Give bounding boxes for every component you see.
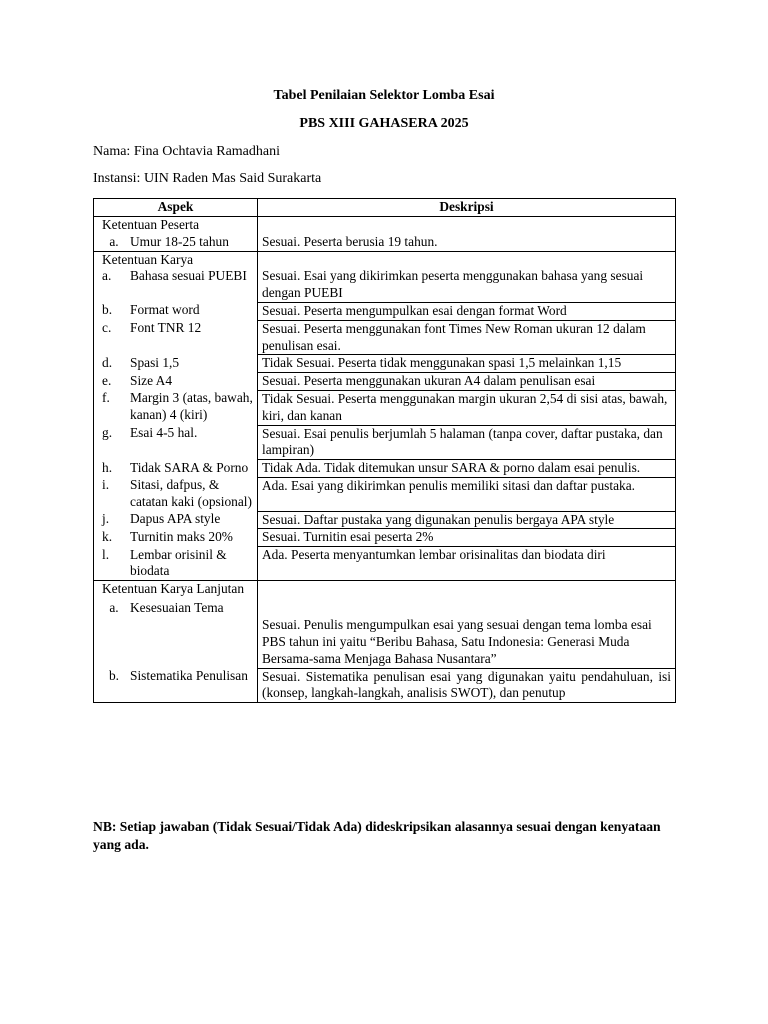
aspek-cell bbox=[94, 581, 258, 668]
item-number: j. bbox=[102, 511, 110, 527]
item-aspek: Font TNR 12 bbox=[130, 320, 202, 336]
aspek-cell bbox=[94, 390, 258, 425]
item-aspek: Bahasa sesuai PUEBI bbox=[130, 268, 247, 284]
section-title-cell bbox=[94, 251, 258, 268]
item-description: Ada. Esai yang dikirimkan penulis memiliki sitasi dan daftar pustaka. bbox=[258, 477, 676, 511]
header-deskripsi: Deskripsi bbox=[258, 199, 676, 217]
table-row bbox=[94, 373, 676, 391]
table-header-row bbox=[94, 199, 676, 217]
item-number: a. bbox=[109, 600, 119, 616]
aspek-cell bbox=[94, 511, 258, 529]
aspek-cell bbox=[94, 216, 258, 251]
item-aspek: Size A4 bbox=[130, 372, 173, 388]
item-aspek: Lembar orisinil & biodata bbox=[130, 546, 227, 579]
description-cell bbox=[258, 251, 676, 268]
item-aspek: Turnitin maks 20% bbox=[130, 528, 233, 544]
section-title: Ketentuan Peserta bbox=[102, 216, 200, 232]
table-row bbox=[94, 302, 676, 320]
item-number: a. bbox=[102, 268, 112, 284]
table-row bbox=[94, 216, 676, 251]
aspek-cell bbox=[94, 268, 258, 302]
table-row bbox=[94, 547, 676, 581]
aspek-cell bbox=[94, 529, 258, 547]
header-aspek: Aspek bbox=[94, 199, 258, 217]
item-aspek: Kesesuaian Tema bbox=[130, 600, 224, 616]
table-row bbox=[94, 511, 676, 529]
item-description: Sesuai. Peserta menggunakan ukuran A4 dalam penulisan esai bbox=[258, 373, 676, 391]
table-row bbox=[94, 529, 676, 547]
table-row bbox=[94, 581, 676, 668]
item-number: a. bbox=[109, 233, 119, 249]
table-row bbox=[94, 425, 676, 460]
item-description: Sesuai. Penulis mengumpulkan esai yang sesuai dengan tema lomba esai PBS tahun ini yaitu “Beribu Bahasa, Satu Indonesia: Generasi Muda Bersama-sama Menjaga Bahasa Nusantara” bbox=[262, 617, 652, 666]
aspek-cell bbox=[94, 373, 258, 391]
item-description: Tidak Sesuai. Peserta menggunakan margin ukuran 2,54 di sisi atas, bawah, kiri, dan kanan bbox=[258, 390, 676, 425]
item-number: c. bbox=[102, 320, 112, 336]
item-number: h. bbox=[102, 459, 113, 475]
item-description: Sesuai. Peserta menggunakan font Times New Roman ukuran 12 dalam penulisan esai. bbox=[258, 320, 676, 355]
document-subtitle: PBS XIII GAHASERA 2025 bbox=[299, 116, 469, 131]
assessment-table bbox=[93, 198, 676, 703]
aspek-cell bbox=[94, 355, 258, 373]
aspek-cell bbox=[94, 320, 258, 355]
item-description: Sesuai. Peserta mengumpulkan esai dengan format Word bbox=[258, 302, 676, 320]
aspek-cell bbox=[94, 668, 258, 703]
item-aspek: Format word bbox=[130, 302, 200, 318]
item-aspek: Sitasi, dafpus, & catatan kaki (opsional) bbox=[130, 477, 252, 510]
aspek-cell bbox=[94, 547, 258, 581]
participant-name: Nama: Fina Ochtavia Ramadhani bbox=[93, 144, 280, 159]
aspek-cell bbox=[94, 477, 258, 511]
table-row bbox=[94, 251, 676, 268]
description-cell bbox=[258, 581, 676, 668]
item-number: e. bbox=[102, 372, 112, 388]
table-row bbox=[94, 668, 676, 703]
item-description: Ada. Peserta menyantumkan lembar orisinalitas dan biodata diri bbox=[258, 547, 676, 581]
table-row bbox=[94, 320, 676, 355]
item-description: Sesuai. Esai yang dikirimkan peserta menggunakan bahasa yang sesuai dengan PUEBI bbox=[258, 268, 676, 302]
item-number: i. bbox=[102, 477, 110, 493]
aspek-cell bbox=[94, 302, 258, 320]
item-description: Tidak Sesuai. Peserta tidak menggunakan spasi 1,5 melainkan 1,15 bbox=[258, 355, 676, 373]
item-description: Sesuai. Peserta berusia 19 tahun. bbox=[262, 233, 438, 249]
aspek-cell bbox=[94, 425, 258, 460]
item-aspek: Esai 4-5 hal. bbox=[130, 425, 198, 441]
participant-institution: Instansi: UIN Raden Mas Said Surakarta bbox=[93, 171, 322, 186]
table-row bbox=[94, 460, 676, 478]
item-aspek: Spasi 1,5 bbox=[130, 354, 180, 370]
item-number: f. bbox=[102, 390, 110, 406]
aspek-cell bbox=[94, 460, 258, 478]
section-title: Ketentuan Karya bbox=[102, 251, 194, 267]
item-number: b. bbox=[102, 302, 113, 318]
item-description: Sesuai. Esai penulis berjumlah 5 halaman (tanpa cover, daftar pustaka, dan lampiran) bbox=[258, 425, 676, 460]
footnote: NB: Setiap jawaban (Tidak Sesuai/Tidak Ada) dideskripsikan alasannya sesuai dengan kenyataan yang ada. bbox=[93, 819, 661, 852]
item-number: b. bbox=[108, 668, 120, 684]
table-row bbox=[94, 477, 676, 511]
item-description: Sesuai. Sistematika penulisan esai yang digunakan yaitu pendahuluan, isi (konsep, langkah-langkah, analisis SWOT), dan penutup bbox=[258, 668, 676, 703]
item-aspek: Tidak SARA & Porno bbox=[130, 459, 249, 475]
document-title: Tabel Penilaian Selektor Lomba Esai bbox=[273, 88, 495, 103]
item-description: Sesuai. Daftar pustaka yang digunakan penulis bergaya APA style bbox=[258, 511, 676, 529]
item-aspek: Sistematika Penulisan bbox=[130, 668, 248, 684]
item-number: k. bbox=[102, 528, 113, 544]
item-description: Sesuai. Turnitin esai peserta 2% bbox=[258, 529, 676, 547]
table-row bbox=[94, 390, 676, 425]
item-aspek: Umur 18-25 tahun bbox=[130, 233, 229, 249]
item-aspek: Dapus APA style bbox=[130, 511, 221, 527]
table-row bbox=[94, 355, 676, 373]
item-description: Tidak Ada. Tidak ditemukan unsur SARA & porno dalam esai penulis. bbox=[258, 460, 676, 478]
table-row bbox=[94, 268, 676, 302]
item-aspek: Margin 3 (atas, bawah, kanan) 4 (kiri) bbox=[130, 390, 253, 423]
description-cell bbox=[258, 216, 676, 251]
item-number: g. bbox=[102, 425, 113, 441]
section-title: Ketentuan Karya Lanjutan bbox=[102, 581, 245, 597]
item-number: l. bbox=[102, 546, 110, 562]
item-number: d. bbox=[102, 354, 113, 370]
